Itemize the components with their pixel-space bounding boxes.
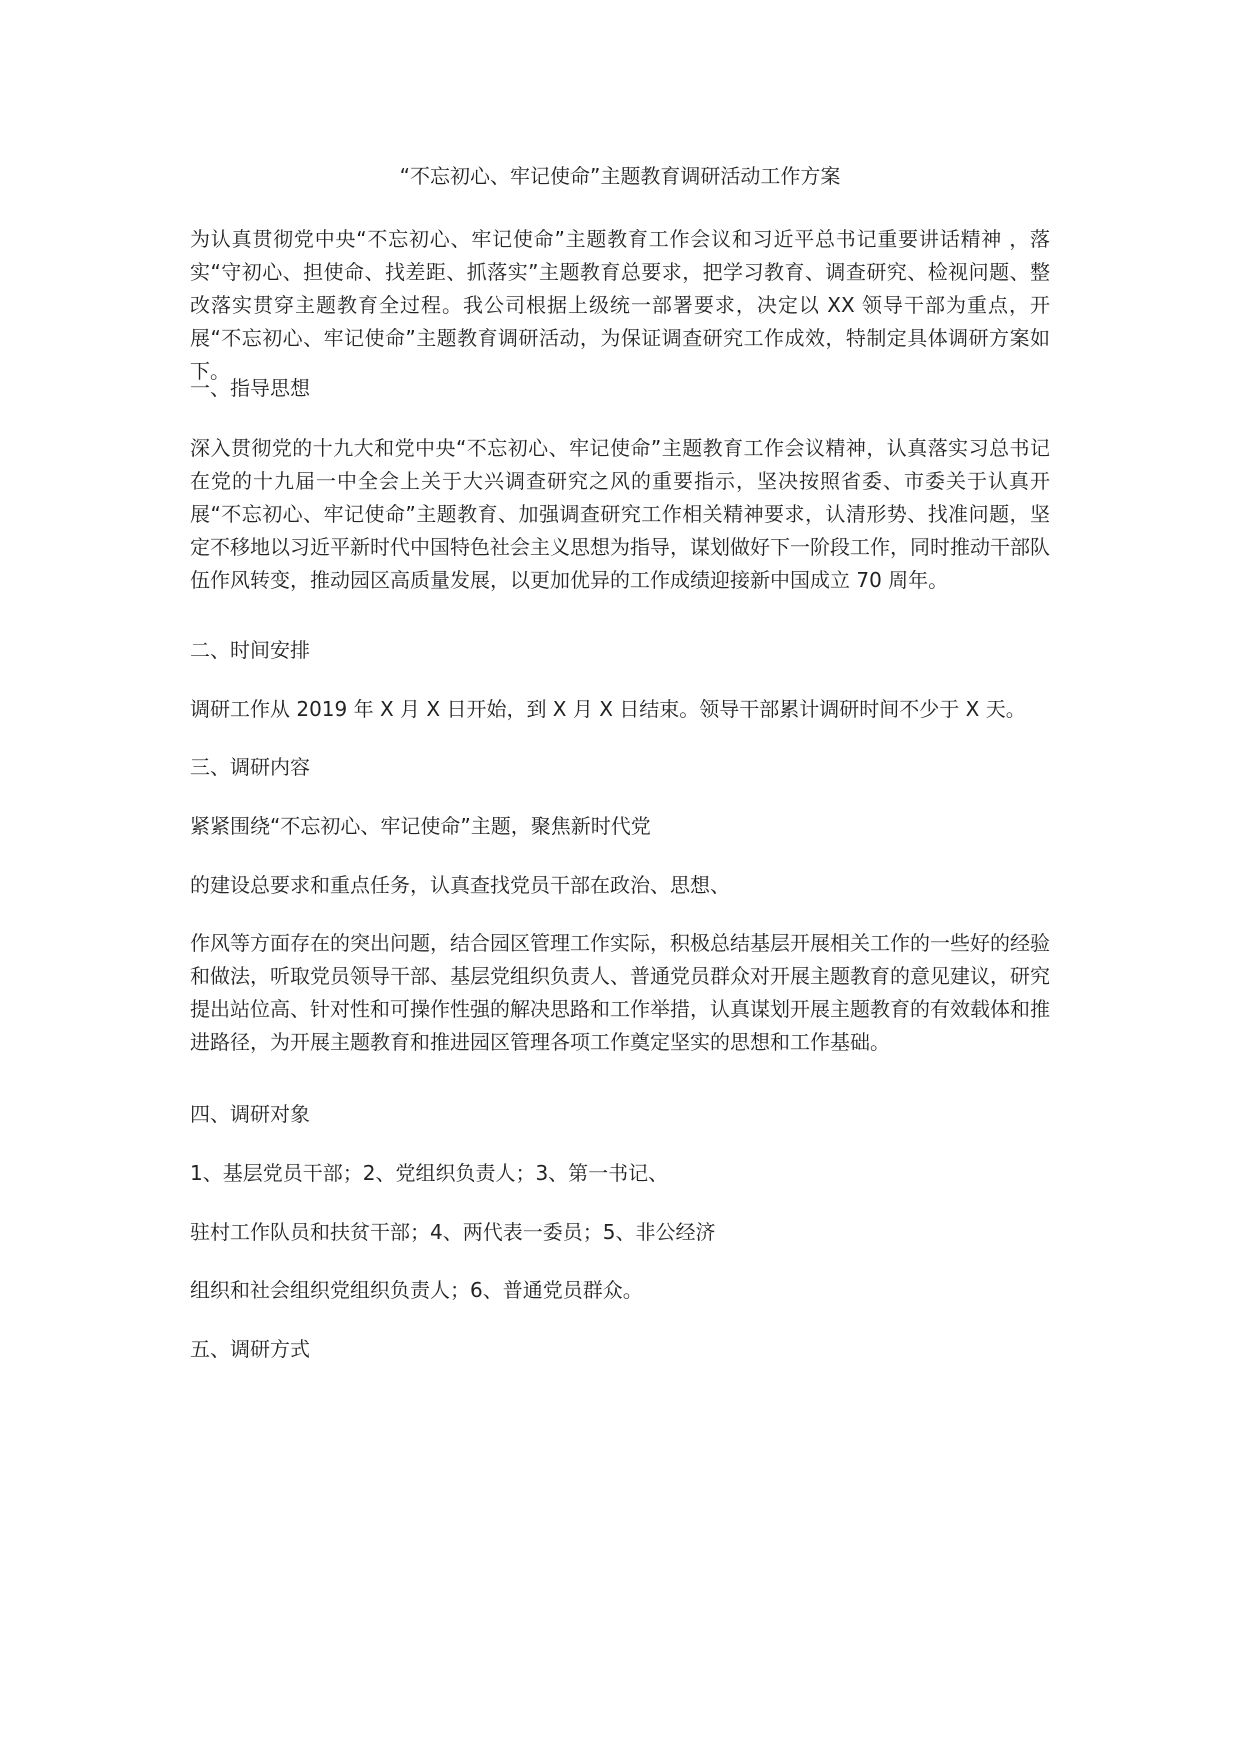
- section-2-heading: 二、时间安排: [190, 638, 310, 662]
- section-3-line-2: 的建设总要求和重点任务，认真查找党员干部在政治、思想、: [190, 873, 730, 897]
- section-3-heading: 三、调研内容: [190, 755, 310, 779]
- section-1-paragraph: 深入贯彻党的十九大和党中央“不忘初心、牢记使命”主题教育工作会议精神，认真落实习总书记在党的十九届一中全会上关于大兴调查研究之风的重要指示，坚决按照省委、市委关于认真开展“不忘初心、牢记使命”主题教育、加强调查研究工作相关精神要求，认清形势、找准问题，坚定不移地以习近平新时代中国特色社会主义思想为指导，谋划做好下一阶段工作，同时推动干部队伍作风转变，推动园区高质量发展，以更加优异的工作成绩迎接新中国成立 70 周年。: [190, 436, 1050, 592]
- intro-paragraph: 为认真贯彻党中央“不忘初心、牢记使命”主题教育工作会议和习近平总书记重要讲话精神 ，落实“守初心、担使命、找差距、抓落实”主题教育总要求，把学习教育、调查研究、检视问题、整改落实贯穿主题教育全过程。我公司根据上级统一部署要求，决定以 XX 领导干部为重点，开展“不忘初心、牢记使命”主题教育调研活动，为保证调查研究工作成效，特制定具体调研方案如下。: [190, 227, 1050, 383]
- section-3-line-1: 紧紧围绕“不忘初心、牢记使命”主题，聚焦新时代党: [190, 814, 651, 838]
- section-4-line-1: 1、基层党员干部；2、党组织负责人；3、第一书记、: [190, 1161, 669, 1185]
- section-1-heading: 一、指导思想: [190, 376, 310, 400]
- section-4-line-2: 驻村工作队员和扶贫干部；4、两代表一委员；5、非公经济: [190, 1220, 716, 1244]
- section-3-paragraph: 作风等方面存在的突出问题，结合园区管理工作实际，积极总结基层开展相关工作的一些好的经验和做法，听取党员领导干部、基层党组织负责人、普通党员群众对开展主题教育的意见建议，研究提出站位高、针对性和可操作性强的解决思路和工作举措，认真谋划开展主题教育的有效载体和推进路径，为开展主题教育和推进园区管理各项工作奠定坚实的思想和工作基础。: [190, 931, 1050, 1054]
- document-title: “不忘初心、牢记使命”主题教育调研活动工作方案: [399, 164, 841, 188]
- section-2-paragraph: 调研工作从 2019 年 X 月 X 日开始，到 X 月 X 日结束。领导干部累计调研时间不少于 X 天。: [190, 697, 1026, 721]
- section-5-heading: 五、调研方式: [190, 1337, 310, 1361]
- section-4-heading: 四、调研对象: [190, 1102, 310, 1126]
- section-4-line-3: 组织和社会组织党组织负责人；6、普通党员群众。: [190, 1278, 643, 1302]
